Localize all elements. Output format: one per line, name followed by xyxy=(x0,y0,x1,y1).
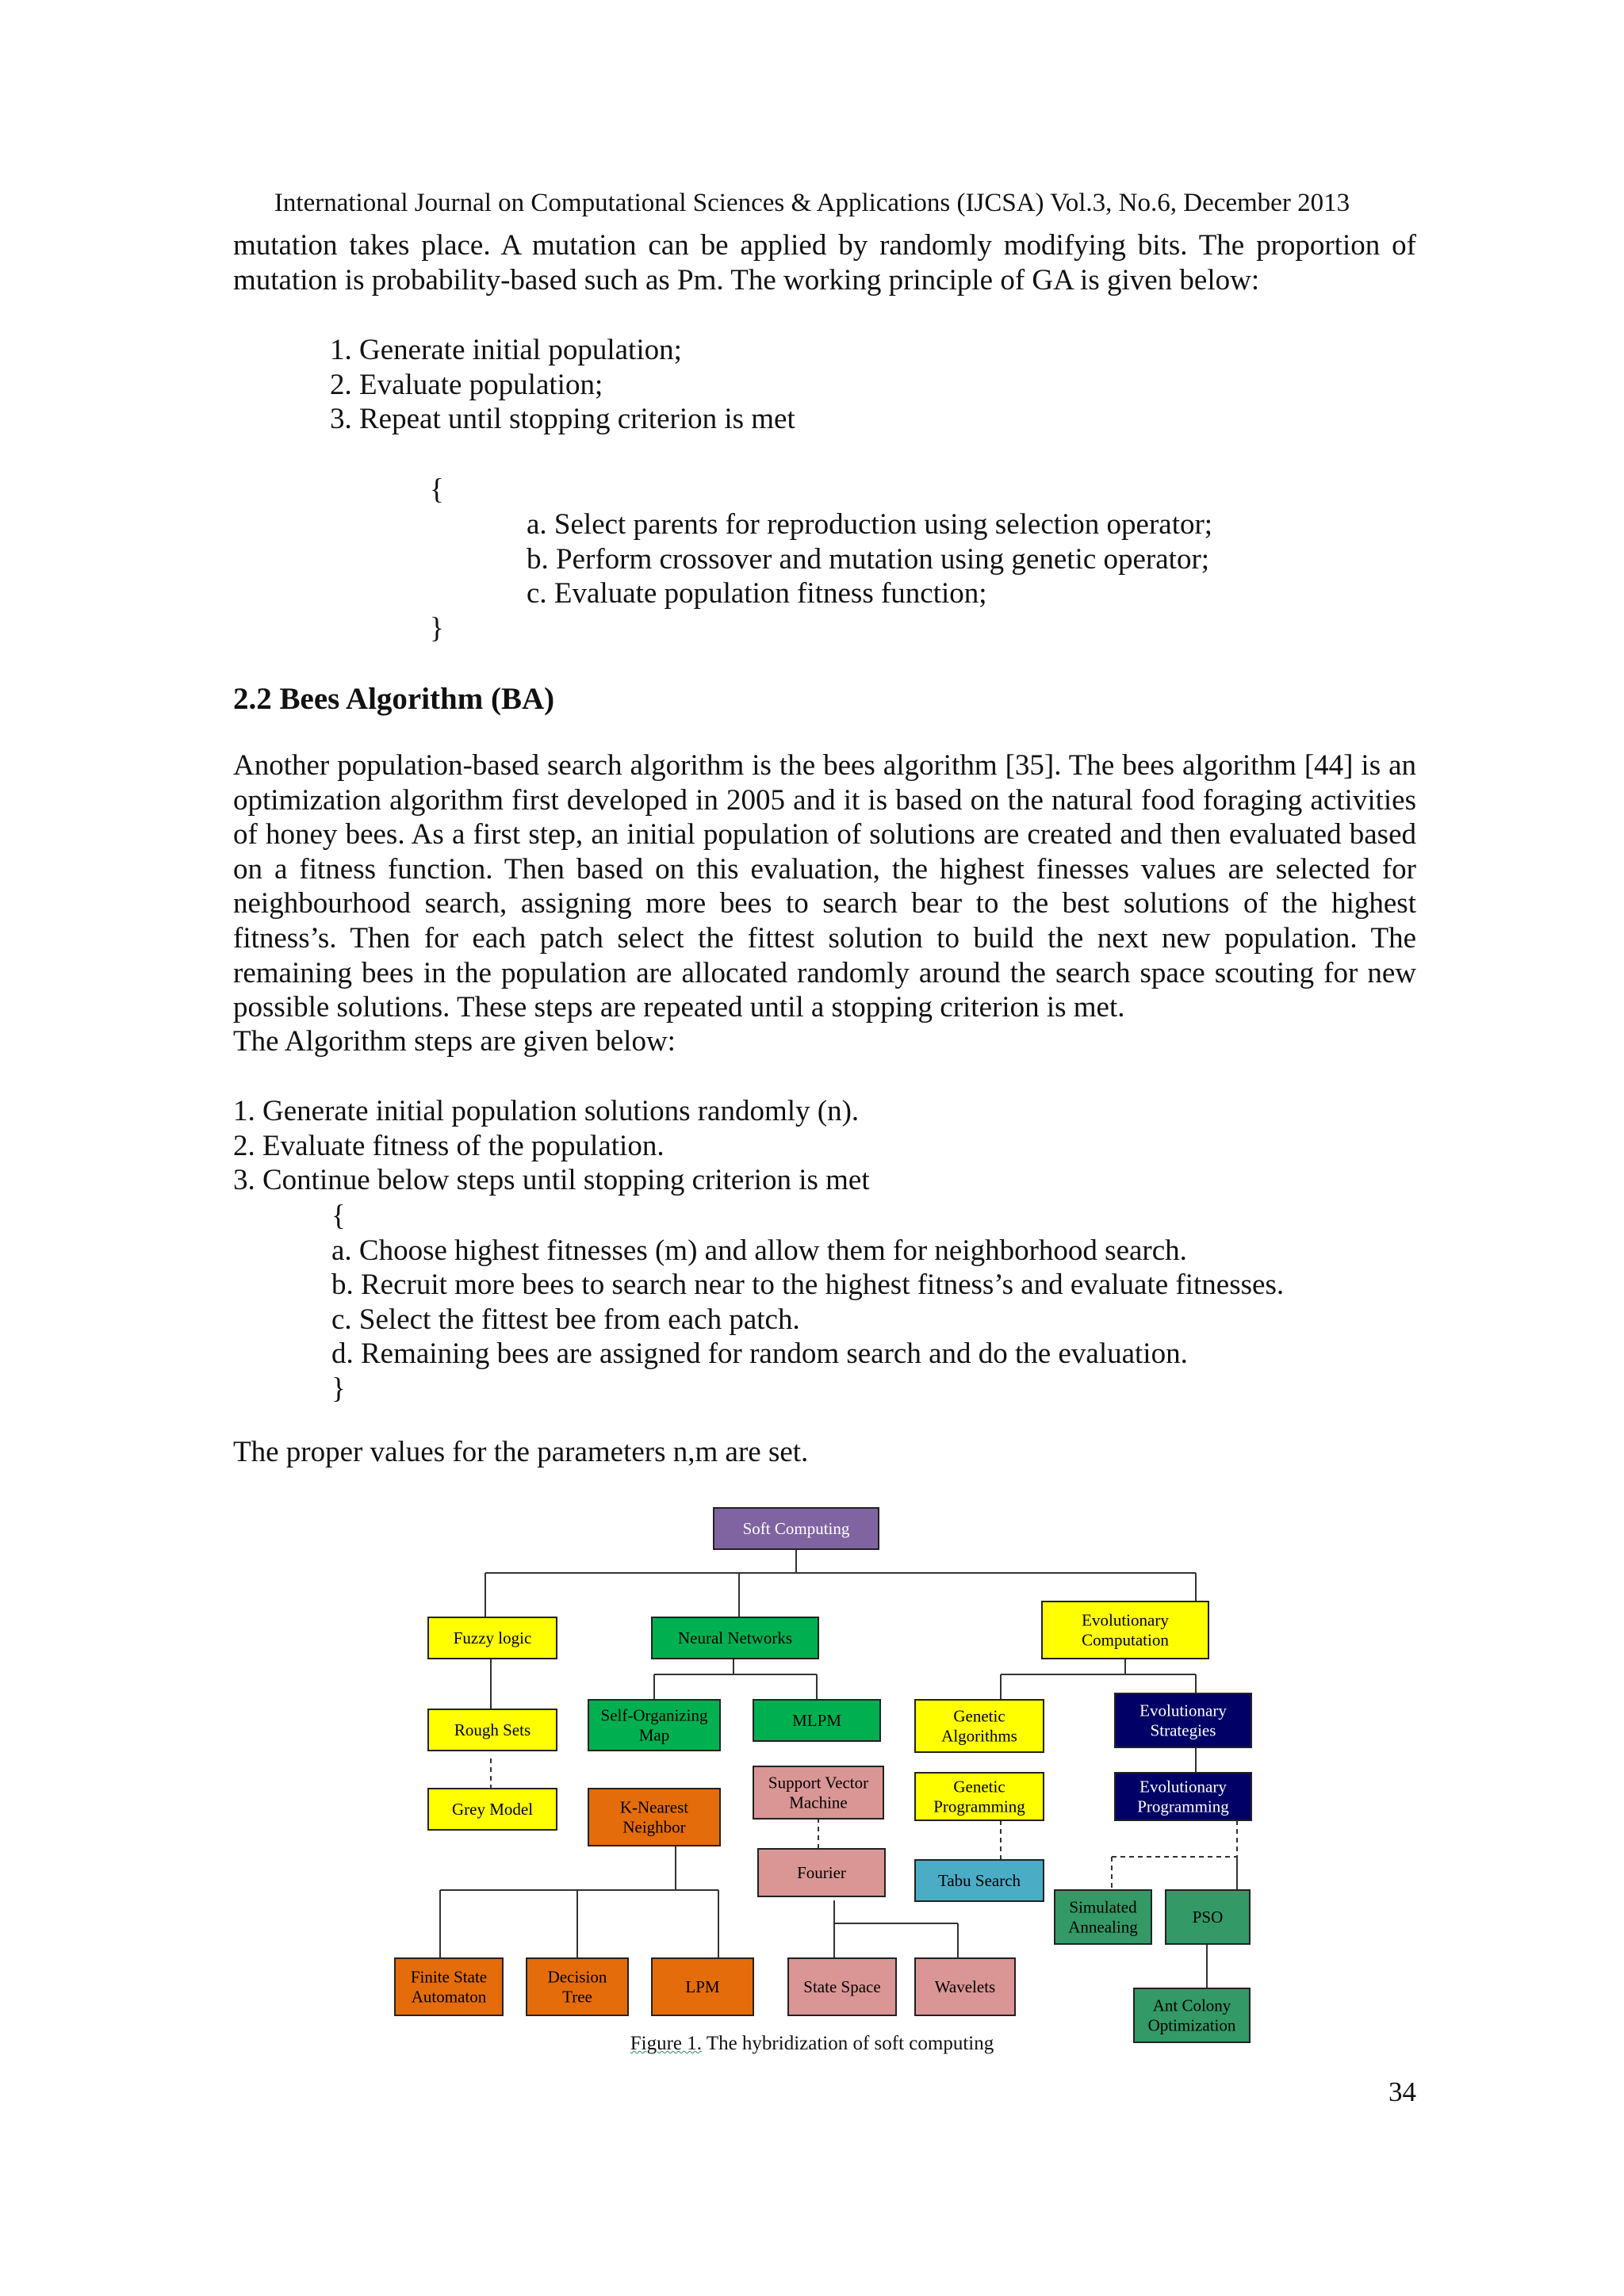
node-label-grey-model: Grey Model xyxy=(451,1800,534,1819)
figure-caption-label: Figure 1. xyxy=(630,2033,703,2054)
figure-caption xyxy=(0,2031,1624,2057)
ba-substep: b. Recruit more bees to search near to the highest fitness’s and evaluate fitnesses. xyxy=(331,1269,1285,1302)
node-label-self-organizing-map: Self-Organizing Map xyxy=(600,1705,708,1745)
ba-steps-intro: The Algorithm steps are given below: xyxy=(233,1025,676,1058)
node-label-evolutionary-strategies: Evolutionary Strategies xyxy=(1139,1701,1227,1740)
node-label-fourier: Fourier xyxy=(797,1863,846,1882)
node-label-wavelets: Wavelets xyxy=(934,1977,996,1996)
node-label-simulated-annealing: Simulated Annealing xyxy=(1068,1897,1138,1937)
node-label-neural-networks: Neural Networks xyxy=(677,1628,793,1647)
ga-open-brace: { xyxy=(430,473,444,506)
node-label-state-space: State Space xyxy=(803,1977,881,1996)
node-label-tabu-search: Tabu Search xyxy=(937,1871,1021,1890)
node-label-knn: K-Nearest Neighbor xyxy=(619,1797,689,1837)
section-heading: 2.2 Bees Algorithm (BA) xyxy=(233,682,555,716)
node-label-svm: Support Vector Machine xyxy=(768,1773,869,1812)
node-label-ant-colony: Ant Colony Optimization xyxy=(1147,1996,1236,2035)
ga-close-brace: } xyxy=(430,612,444,645)
ba-substep: a. Choose highest fitnesses (m) and allow them for neighborhood search. xyxy=(331,1234,1187,1267)
node-label-finite-state: Finite State Automaton xyxy=(410,1967,488,2007)
intro-paragraph: mutation takes place. A mutation can be applied by randomly modifying bits. The proportion of mutation is probability-based such as Pm. The working principle of GA is given below: xyxy=(233,229,1416,297)
figure-caption-text: The hybridization of soft computing xyxy=(702,2033,994,2054)
node-label-evolutionary-programming: Evolutionary Programming xyxy=(1137,1777,1229,1816)
ba-paragraph: Another population-based search algorithm is the bees algorithm [35]. The bees algorithm [44] is an optimization algorithm first developed in 2005 and it is based on the natural food foraging activities of honey bees. As a first step, an initial population of solutions are created and then evaluated based on a fitness function. Then based on this evaluation, the highest finesses values are selected for neighbourhood search, assigning more bees to search bear to the best solutions of the highest fitness’s. Then for each patch select the fittest solution to build the next new population. The remaining bees in the population are allocated randomly around the search space scouting for new possible solutions. These steps are repeated until a stopping criterion is met. xyxy=(233,749,1416,1024)
node-label-fuzzy-logic: Fuzzy logic xyxy=(453,1628,532,1647)
node-label-genetic-algorithms: Genetic Algorithms xyxy=(941,1706,1017,1746)
running-header: International Journal on Computational Sciences & Applications (IJCSA) Vol.3, No.6, December 2013 xyxy=(274,189,1350,217)
page-number: 34 xyxy=(1388,2076,1416,2107)
node-label-evolutionary-computation: Evolutionary Computation xyxy=(1082,1610,1169,1650)
ba-step: 1. Generate initial population solutions randomly (n). xyxy=(233,1095,860,1127)
node-labels xyxy=(411,1519,1236,2035)
ga-substep: b. Perform crossover and mutation using genetic operator; xyxy=(527,542,1210,576)
node-label-soft-computing: Soft Computing xyxy=(742,1519,850,1538)
node-label-genetic-programming: Genetic Programming xyxy=(933,1777,1025,1816)
ba-step: 2. Evaluate fitness of the population. xyxy=(233,1129,665,1162)
ba-close-brace: } xyxy=(331,1372,346,1405)
ga-substep: c. Evaluate population fitness function; xyxy=(527,577,987,610)
node-label-decision-tree: Decision Tree xyxy=(547,1967,607,2007)
ga-step: 2. Evaluate population; xyxy=(330,368,603,401)
ga-substep: a. Select parents for reproduction using selection operator; xyxy=(527,508,1213,541)
node-label-mlpm: MLPM xyxy=(792,1711,841,1730)
ba-substep: c. Select the fittest bee from each patch. xyxy=(331,1303,800,1336)
params-sentence: The proper values for the parameters n,m are set. xyxy=(233,1436,809,1468)
ba-step: 3. Continue below steps until stopping criterion is met xyxy=(233,1164,870,1197)
node-label-pso: PSO xyxy=(1192,1908,1224,1927)
ga-step: 3. Repeat until stopping criterion is met xyxy=(330,403,795,436)
ba-substep: d. Remaining bees are assigned for random search and do the evaluation. xyxy=(331,1337,1188,1371)
node-label-rough-sets: Rough Sets xyxy=(454,1720,531,1739)
node-label-lpm: LPM xyxy=(685,1977,720,1996)
ba-open-brace: { xyxy=(331,1200,346,1232)
ga-step: 1. Generate initial population; xyxy=(330,334,682,366)
